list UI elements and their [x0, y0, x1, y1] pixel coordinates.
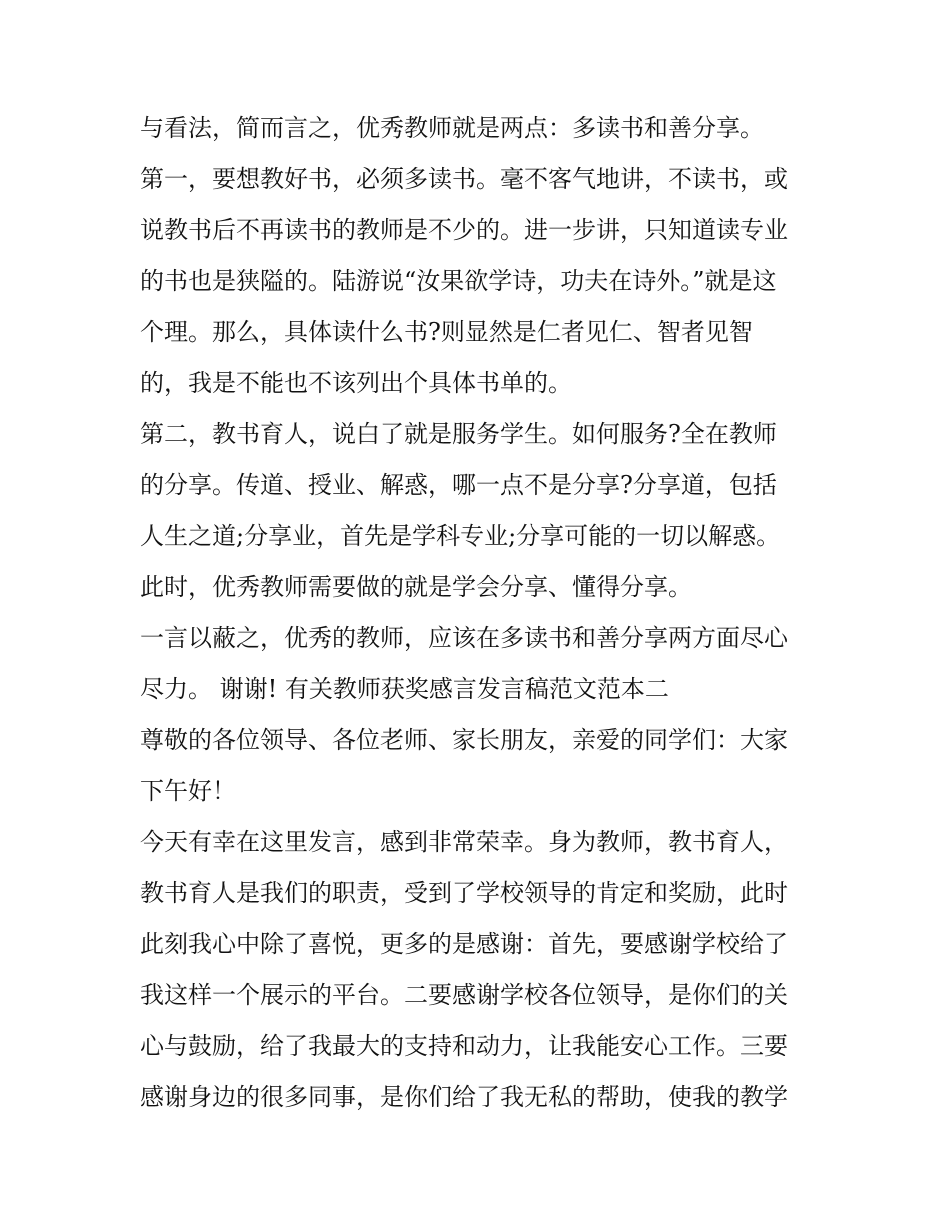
text-line: 与看法，简而言之，优秀教师就是两点：多读书和善分享。	[140, 114, 764, 142]
text-line: 人生之道;分享业，首先是学科专业;分享可能的一切以解惑。	[140, 522, 781, 550]
text-line: 第一，要想教好书，必须多读书。毫不客气地讲，不读书，或	[140, 165, 788, 193]
text-line: 我这样一个展示的平台。二要感谢学校各位领导，是你们的关	[140, 981, 788, 1009]
text-line: 此时，优秀教师需要做的就是学会分享、懂得分享。	[140, 573, 692, 601]
text-line: 心与鼓励，给了我最大的支持和动力，让我能安心工作。三要	[140, 1032, 788, 1060]
text-line: 的书也是狭隘的。陆游说“汝果欲学诗，功夫在诗外。”就是这	[140, 267, 777, 295]
text-line: 尽力。 谢谢! 有关教师获奖感言发言稿范文范本二	[140, 675, 669, 703]
text-line: 下午好！	[140, 777, 236, 805]
text-line: 教书育人是我们的职责，受到了学校领导的肯定和奖励，此时	[140, 879, 788, 907]
text-line: 的，我是不能也不该列出个具体书单的。	[140, 369, 572, 397]
text-line: 一言以蔽之，优秀的教师，应该在多读书和善分享两方面尽心	[140, 624, 788, 652]
text-line: 今天有幸在这里发言，感到非常荣幸。身为教师，教书育人，	[140, 828, 788, 856]
text-line: 的分享。传道、授业、解惑，哪一点不是分享?分享道，包括	[140, 471, 777, 499]
text-line: 个理。那么，具体读什么书?则显然是仁者见仁、智者见智	[140, 318, 753, 346]
text-line: 尊敬的各位领导、各位老师、家长朋友，亲爱的同学们：大家	[140, 726, 788, 754]
text-line: 感谢身边的很多同事，是你们给了我无私的帮助，使我的教学	[140, 1083, 788, 1111]
text-line: 说教书后不再读书的教师是不少的。进一步讲，只知道读专业	[140, 216, 788, 244]
text-line: 此刻我心中除了喜悦，更多的是感谢：首先，要感谢学校给了	[140, 930, 788, 958]
text-line: 第二，教书育人，说白了就是服务学生。如何服务?全在教师	[140, 420, 777, 448]
